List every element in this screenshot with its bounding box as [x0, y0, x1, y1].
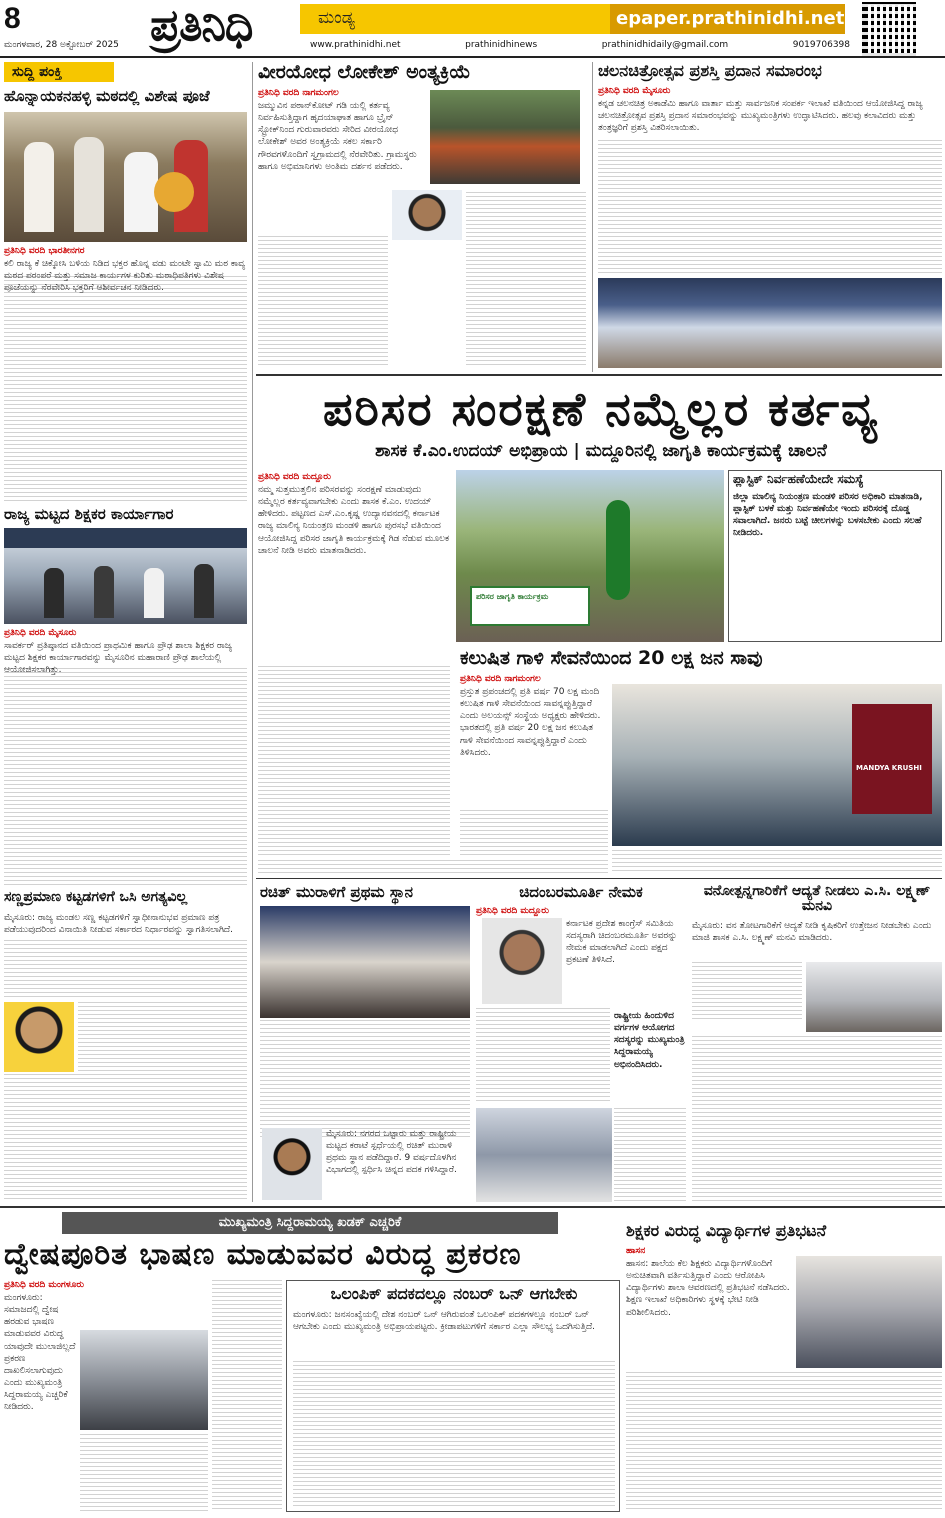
- text-columns-story1: [4, 276, 247, 502]
- left-column: [4, 62, 247, 1202]
- text-columns-vanotpanna: [692, 962, 802, 1022]
- photo-story2: [4, 528, 247, 624]
- headline-olympic[interactable]: ಒಲಂಪಿಕ್ ಪದಕದಲ್ಲೂ ನಂಬರ್ ಒನ್ ಆಗಬೇಕು: [330, 1284, 578, 1303]
- edition-name: ಮಂಡ್ಯ: [318, 8, 355, 28]
- text-columns-veerayodha: [258, 236, 388, 366]
- column-rule: [252, 62, 253, 1202]
- issue-date: ಮಂಗಳವಾರ, 28 ಅಕ್ಟೋಬರ್ 2025: [4, 40, 119, 50]
- headline-vanotpanna[interactable]: ವನೋತ್ಪನ್ನಗಾರಿಕೆಗೆ ಆದ್ಯತೆ ನೀಡಲು ಎ.ಸಿ. ಲಕ್ಷ್ಮಣ್ ಮನವಿ: [703, 883, 931, 915]
- headline-teachers[interactable]: ಶಿಕ್ಷಕರ ವಿರುದ್ಧ ವಿದ್ಯಾರ್ಥಿಗಳ ಪ್ರತಿಭಟನೆ: [626, 1221, 827, 1240]
- phone-number: 9019706398: [792, 40, 850, 50]
- column-rule-2: [592, 62, 593, 372]
- byline-chidambara: ಪ್ರತಿನಿಧಿ ವರದಿ ಮದ್ದೂರು: [476, 906, 549, 916]
- text-columns-film-festival: [598, 140, 942, 274]
- photo-rachith-group: [260, 906, 470, 1018]
- body-story2: ಸಾವರ್ಕರ್ ಪ್ರತಿಷ್ಠಾನದ ವತಿಯಿಂದ ಪ್ರಾಥಮಿಕ ಹಾಗೂ ಪ್ರೌಢ ಶಾಲಾ ಶಿಕ್ಷಕರ ರಾಜ್ಯ ಮಟ್ಟದ ಶಿಕ್ಷಕರ ಕಾರ್ಯಾಗಾರವನ್ನು ಮೈಸೂರಿನ ಮಹಾರಾಣಿ ಪ್ರೌಢ ಶಾಲೆಯಲ್ಲಿ ಆಯೋಜಿಸಲಾಗಿತ್ತು.: [4, 641, 233, 676]
- text-columns-chidambara3: [614, 1108, 686, 1202]
- lead-subheadline: ಶಾಸಕ ಕೆ.ಎಂ.ಉದಯ್ ಅಭಿಪ್ರಾಯ | ಮದ್ದೂರಿನಲ್ಲಿ ಜಾಗೃತಿ ಕಾರ್ಯಕ್ರಮಕ್ಕೆ ಚಾಲನೆ: [375, 441, 827, 461]
- headline-chidambara[interactable]: ಚಿದಂಬರಮೂರ್ತಿ ನೇಮಕ: [519, 883, 643, 901]
- body-chidambara: ಕರ್ನಾಟಕ ಪ್ರದೇಶ ಕಾಂಗ್ರೆಸ್ ಸಮಿತಿಯ ಸದಸ್ಯರಾಗಿ ಚಿದಂಬರಮೂರ್ತಿ ಅವರನ್ನು ನೇಮಕ ಮಾಡಲಾಗಿದೆ ಎಂದು ಪಕ್ಷದ ಪ್ರಕಟಣೆ ತಿಳಿಸಿದೆ.: [566, 919, 678, 966]
- text-columns-story3c: [4, 1074, 247, 1202]
- lead-body: ನಮ್ಮ ಸುತ್ತಮುತ್ತಲಿನ ಪರಿಸರವನ್ನು ಸಂರಕ್ಷಣೆ ಮಾಡುವುದು ನಮ್ಮೆಲ್ಲರ ಕರ್ತವ್ಯವಾಗಬೇಕು ಎಂದು ಶಾಸಕ ಕೆ.ಎಂ. ಉದಯ್ ಹೇಳಿದರು. ಪಟ್ಟಣದ ಎಸ್.ಎಂ.ಕೃಷ್ಣ ಉದ್ಯಾನವನದಲ್ಲಿ ಕರ್ನಾಟಕ ರಾಜ್ಯ ಮಾಲಿನ್ಯ ನಿಯಂತ್ರಣ ಮಂಡಳಿ ಹಾಗೂ ಪುರಸಭೆ ವತಿಯಿಂದ ಆಯೋಜಿಸಿದ್ದ ಪರಿಸರ ಜಾಗೃತಿ ಕಾರ್ಯಕ್ರಮಕ್ಕೆ ಗಿಡ ನೆಡುವ ಮೂಲಕ ಚಾಲನೆ ನೀಡಿ ಅವರು ಮಾತನಾಡಿದರು.: [258, 485, 450, 556]
- headline-story3[interactable]: ಸಣ್ಣಪ್ರಮಾಣ ಕಟ್ಟಡಗಳಿಗೆ ಒಸಿ ಅಗತ್ಯವಿಲ್ಲ: [4, 889, 188, 905]
- body-vanotpanna: ಮೈಸೂರು: ವನ ತೋಟಗಾರಿಕೆಗೆ ಆದ್ಯತೆ ನೀಡಿ ಕೃಷಿಕರಿಗೆ ಉತ್ತೇಜನ ನೀಡಬೇಕು ಎಂದು ಮಾಜಿ ಶಾಸಕ ಎ.ಸಿ. ಲಕ್ಷ್ಮಣ್ ಮನವಿ ಮಾಡಿದರು.: [692, 921, 932, 944]
- text-columns-story3: [4, 940, 247, 1000]
- contact-strip: [310, 40, 850, 50]
- text-columns-air: [460, 810, 608, 856]
- lead-banner: ಪರಿಸರ ಜಾಗೃತಿ ಕಾರ್ಯಕ್ರಮ: [470, 586, 590, 626]
- photo-teachers-protest: [796, 1256, 942, 1368]
- text-columns-lead: [258, 666, 450, 856]
- text-columns-cm: [80, 1434, 208, 1512]
- krushi-banner: MANDYA KRUSHI: [852, 704, 932, 814]
- lead-byline: ಪ್ರತಿನಿಧಿ ವರದಿ ಮದ್ದೂರು: [258, 472, 331, 482]
- plastic-box: [728, 470, 942, 642]
- headline-story1[interactable]: ಹೊನ್ನಾಯಕನಹಳ್ಳಿ ಮಠದಲ್ಲಿ ವಿಶೇಷ ಪೂಜೆ: [4, 87, 210, 105]
- byline-story1: ಪ್ರತಿನಿಧಿ ವರದಿ ಭಾರತೀನಗರ: [4, 246, 85, 256]
- text-columns-teachers: [626, 1372, 942, 1512]
- plastic-headline[interactable]: ಪ್ಲಾಸ್ಟಿಕ್ ನಿರ್ವಹಣೆಯೇದೇ ಸಮಸ್ಯೆ: [733, 472, 864, 486]
- byline-teachers: ಹಾಸನ: [626, 1246, 646, 1256]
- headline-air-pollution[interactable]: ಕಲುಷಿತ ಗಾಳಿ ಸೇವನೆಯಿಂದ 20 ಲಕ್ಷ ಜನ ಸಾವು: [460, 647, 763, 669]
- epaper-url[interactable]: epaper.prathinidhi.net: [610, 4, 845, 34]
- text-columns-cm2: [212, 1280, 282, 1512]
- lead-headline[interactable]: ಪರಿಸರ ಸಂರಕ್ಷಣೆ ನಮ್ಮೆಲ್ಲರ ಕರ್ತವ್ಯ: [323, 382, 879, 436]
- portrait-chidambara: [482, 918, 562, 1004]
- text-columns-veerayodha2: [466, 192, 586, 366]
- headline-cm[interactable]: ದ್ವೇಷಪೂರಿತ ಭಾಷಣ ಮಾಡುವವರ ವಿರುದ್ಧ ಪ್ರಕರಣ: [4, 1237, 522, 1272]
- text-columns-story3b: [78, 1002, 247, 1072]
- photo-story1: [4, 112, 247, 242]
- byline-film-festival: ಪ್ರತಿನಿಧಿ ವರದಿ ಮೈಸೂರು: [598, 86, 671, 96]
- byline-air-pollution: ಪ್ರತಿನಿಧಿ ವರದಿ ನಾಗಮಂಗಲ: [460, 674, 541, 684]
- body-veerayodha: ಜಮ್ಮುವಿನ ಪಠಾನ್‌ಕೋಟ್ ಗಡಿ ಯಲ್ಲಿ ಕರ್ತವ್ಯ ನಿರ್ವಹಿಸುತ್ತಿದ್ದಾಗ ಹೃದಯಾಘಾತ ಹಾಗೂ ಬ್ರೈನ್ ಸ್ಟ್ರೋಕ್‌ನಿಂದ ಗುರುವಾರವರು ಸೇರಿದ ವೀರಯೋಧ ಲೋಕೇಶ್ ಅವರ ಅಂತ್ಯಕ್ರಿಯೆ ಸಕಲ ಸರ್ಕಾರಿ ಗೌರವಗಳೊಂದಿಗೆ ಸ್ವಗ್ರಾಮದಲ್ಲಿ ನೆರವೇರಿತು. ಗ್ರಾಮಸ್ಥರು ಹಾಗೂ ಅಭಿಮಾನಿಗಳು ಅಂತಿಮ ದರ್ಶನ ಪಡೆದರು.: [258, 101, 417, 172]
- headline-film-festival[interactable]: ಚಲನಚಿತ್ರೋತ್ಸವ ಪ್ರಶಸ್ತಿ ಪ್ರದಾನ ಸಮಾರಂಭ: [598, 61, 822, 80]
- text-columns-olympic: [293, 1361, 615, 1507]
- body-cm: ಮಂಗಳೂರು: ಸಮಾಜದಲ್ಲಿ ದ್ವೇಷ ಹರಡುವ ಭಾಷಣ ಮಾಡುವವರ ವಿರುದ್ಧ ಯಾವುದೇ ಮುಲಾಜಿಲ್ಲದೆ ಪ್ರಕರಣ ದಾಖಲಿಸಲಾಗುವುದು ಎಂದು ಮುಖ್ಯಮಂತ್ರಿ ಸಿದ್ದರಾಮಯ್ಯ ಎಚ್ಚರಿಕೆ ನೀಡಿದರು.: [4, 1293, 76, 1413]
- body-film-festival: ಕನ್ನಡ ಚಲನಚಿತ್ರ ಅಕಾಡೆಮಿ ಹಾಗೂ ವಾರ್ತಾ ಮತ್ತು ಸಾರ್ವಜನಿಕ ಸಂಪರ್ಕ ಇಲಾಖೆ ವತಿಯಿಂದ ಆಯೋಜಿಸಿದ್ದ ರಾಜ್ಯ ಚಲನಚಿತ್ರೋತ್ಸವ ಪ್ರಶಸ್ತಿ ಪ್ರದಾನ ಸಮಾರಂಭವನ್ನು ಮುಖ್ಯಮಂತ್ರಿಗಳು ಉದ್ಘಾಟಿಸಿದರು. ಹಲವು ಕಲಾವಿದರು ಮತ್ತು ತಂತ್ರಜ್ಞರಿಗೆ ಪ್ರಶಸ್ತಿ ವಿತರಿಸಲಾಯಿತು.: [598, 99, 923, 134]
- photo-vanotpanna: [806, 962, 942, 1032]
- email-link[interactable]: prathinidhidaily@gmail.com: [601, 40, 729, 50]
- text-columns-story2: [4, 668, 247, 886]
- text-columns-air2: [612, 850, 942, 874]
- photo-cm-felicitation: [476, 1108, 612, 1202]
- body-air-pollution: ಪ್ರಸ್ತುತ ಪ್ರಪಂಚದಲ್ಲಿ ಪ್ರತಿ ವರ್ಷ 70 ಲಕ್ಷ ಮಂದಿ ಕಲುಷಿತ ಗಾಳಿ ಸೇವನೆಯಿಂದ ಸಾವನ್ನಪ್ಪುತ್ತಿದ್ದಾರೆ ಎಂದು ಅಲಯನ್ಸ್ ಸಂಸ್ಥೆಯ ಅಧ್ಯಕ್ಷರು ಹೇಳಿದರು. ಭಾರತದಲ್ಲಿ ಪ್ರತಿ ವರ್ಷ 20 ಲಕ್ಷ ಜನ ಕಲುಷಿತ ಗಾಳಿ ಸೇವನೆಯಿಂದ ಸಾವನ್ನಪ್ಪುತ್ತಿದ್ದಾರೆ ಎಂದು ತಿಳಿಸಿದರು.: [460, 687, 601, 758]
- photo-cm-press: [80, 1330, 208, 1430]
- section-tag: ಸುದ್ದಿ ಪಂಕ್ತಿ: [4, 62, 114, 82]
- body-story3: ಮೈಸೂರು: ರಾಜ್ಯ ಮಂಡಲ ಸಣ್ಣ ಕಟ್ಟಡಗಳಿಗೆ ಸ್ವಾಧೀನಾನುಭವ ಪ್ರಮಾಣ ಪತ್ರ ಪಡೆಯುವುದರಿಂದ ವಿನಾಯಿತಿ ನೀಡುವ ಸರ್ಕಾರದ ನಿರ್ಧಾರವನ್ನು ಸ್ವಾಗತಿಸಲಾಗಿದೆ.: [4, 913, 233, 936]
- lead-photo: [456, 470, 724, 642]
- olympic-box: [286, 1280, 620, 1512]
- website-link[interactable]: www.prathinidhi.net: [310, 40, 401, 50]
- byline-veerayodha: ಪ್ರತಿನಿಧಿ ವರದಿ ನಾಗಮಂಗಲ: [258, 88, 339, 98]
- headline-story2[interactable]: ರಾಜ್ಯ ಮಟ್ಟದ ಶಿಕ್ಷಕರ ಕಾರ್ಯಾಗಾರ: [4, 505, 174, 523]
- plastic-body: ಜಿಲ್ಲಾ ಮಾಲಿನ್ಯ ನಿಯಂತ್ರಣ ಮಂಡಳಿ ಪರಿಸರ ಅಧಿಕಾರಿ ಮಾತನಾಡಿ, ಪ್ಲಾಸ್ಟಿಕ್ ಬಳಕೆ ಮತ್ತು ನಿರ್ವಹಣೆಯೇ ಇಂದು ಪರಿಸರಕ್ಕೆ ದೊಡ್ಡ ಸವಾಲಾಗಿದೆ. ಜನರು ಬಟ್ಟೆ ಚೀಲಗಳನ್ನು ಬಳಸಬೇಕು ಎಂದು ಸಲಹೆ ನೀಡಿದರು.: [733, 492, 923, 539]
- portrait-photo: [4, 1002, 74, 1072]
- page-number: 8: [4, 2, 21, 35]
- kicker-cm: ಮುಖ್ಯಮಂತ್ರಿ ಸಿದ್ದರಾಮಯ್ಯ ಖಡಕ್ ಎಚ್ಚರಿಕೆ: [62, 1212, 558, 1234]
- section-divider: [256, 374, 942, 376]
- body-story1: ಕಲಿ ರಾಜ್ಯ ಕೆ ಚಿಕ್ಕೋಸಿ ಬಳಿಯ ನಿಡಿದ ಭಕ್ತರ ಹೊನ್ನ ವಡು ಮಂಟೇ ಸ್ವಾಮಿ ಮಠ ಕಾವ್ಯ ಮಠದ ಪರಂಪರೆ ಮತ್ತು ಸಮಾಜ ಕಾರ್ಯಗಳ ಕುರಿತು ಮಠಾಧಿಪತಿಗಳು ವಿಶೇಷ ಪೂಜೆಯನ್ನು ನೆರವೇರಿಸಿ ಭಕ್ತರಿಗೆ ಆಶೀರ್ವಚನ ನೀಡಿದರು.: [4, 259, 246, 294]
- qr-code-overlay: [862, 2, 916, 56]
- caption-cm-felicitation: ರಾಷ್ಟ್ರೀಯ ಹಿಂದುಳಿದ ವರ್ಗಗಳ ಆಯೋಗದ ಸದಸ್ಯರನ್ನು ಮುಖ್ಯಮಂತ್ರಿ ಸಿದ್ದರಾಮಯ್ಯ ಅಭಿನಂದಿಸಿದರು.: [614, 1011, 685, 1070]
- body-teachers: ಹಾಸನ: ಶಾಲೆಯ ಕೆಲ ಶಿಕ್ಷಕರು ವಿದ್ಯಾರ್ಥಿಗಳೊಂದಿಗೆ ಅನುಚಿತವಾಗಿ ವರ್ತಿಸುತ್ತಿದ್ದಾರೆ ಎಂದು ಆರೋಪಿಸಿ ವಿದ್ಯಾರ್ಥಿಗಳು ಶಾಲಾ ಆವರಣದಲ್ಲಿ ಪ್ರತಿಭಟನೆ ನಡೆಸಿದರು. ಶಿಕ್ಷಣ ಇಲಾಖೆ ಅಧಿಕಾರಿಗಳು ಸ್ಥಳಕ್ಕೆ ಭೇಟಿ ನೀಡಿ ಪರಿಶೀಲಿಸಿದರು.: [626, 1259, 790, 1318]
- headline-veerayodha[interactable]: ವೀರಯೋಧ ಲೋಕೇಶ್ ಅಂತ್ಯಕ್ರಿಯೆ: [258, 61, 471, 83]
- masthead: [0, 0, 945, 58]
- headline-rachith[interactable]: ರಚಿತ್ ಮುರಾಳಿಗೆ ಪ್ರಥಮ ಸ್ಥಾನ: [260, 883, 413, 901]
- newspaper-logo: ಪ್ರತಿನಿಧಿ: [150, 0, 253, 51]
- body-rachith: ಮೈಸೂರು: ನಗರದ ಒಟ್ಟಾರು ಮತ್ತು ರಾಷ್ಟ್ರೀಯ ಮಟ್ಟದ ಕರಾಟೆ ಸ್ಪರ್ಧೆಯಲ್ಲಿ ರಚಿತ್ ಮುರಾಳಿ ಪ್ರಥಮ ಸ್ಥಾನ ಪಡೆದಿದ್ದಾರೆ. 9 ವರ್ಷದೊಳಗಿನ ವಿಭಾಗದಲ್ಲಿ ಸ್ಪರ್ಧಿಸಿ ಚಿನ್ನದ ಪದಕ ಗಳಿಸಿದ್ದಾರೆ.: [326, 1129, 457, 1176]
- portrait-rachith: [262, 1128, 322, 1200]
- photo-cremation: [430, 90, 580, 184]
- text-columns-vanotpanna2: [692, 1036, 942, 1202]
- social-handle[interactable]: prathinidhinews: [465, 40, 538, 50]
- byline-story2: ಪ್ರತಿನಿಧಿ ವರದಿ ಮೈಸೂರು: [4, 628, 77, 638]
- text-columns-air3: [258, 860, 608, 874]
- text-columns-chidambara2: [476, 1008, 610, 1104]
- body-olympic: ಮಂಗಳೂರು: ಜನಸಂಖ್ಯೆಯಲ್ಲಿ ದೇಶ ನಂಬರ್ ಒನ್ ಆಗಿರುವಂತೆ ಒಲಂಪಿಕ್ ಪದಕಗಳಲ್ಲೂ ನಂಬರ್ ಒನ್ ಆಗಬೇಕು ಎಂದು ಮುಖ್ಯಮಂತ್ರಿ ಅಭಿಪ್ರಾಯಪಟ್ಟರು. ಕ್ರೀಡಾಪಟುಗಳಿಗೆ ಸರ್ಕಾರ ಎಲ್ಲಾ ಸೌಲಭ್ಯ ಒದಗಿಸುತ್ತಿದೆ.: [293, 1310, 596, 1333]
- photo-air-pollution: [612, 684, 942, 846]
- divider-3: [0, 1206, 945, 1208]
- divider-2: [256, 878, 942, 879]
- text-columns-rachith: [260, 1020, 470, 1140]
- portrait-lokesh: [392, 190, 462, 240]
- byline-cm: ಪ್ರತಿನಿಧಿ ವರದಿ ಮಂಗಳೂರು: [4, 1280, 85, 1290]
- photo-film-festival: [598, 278, 942, 368]
